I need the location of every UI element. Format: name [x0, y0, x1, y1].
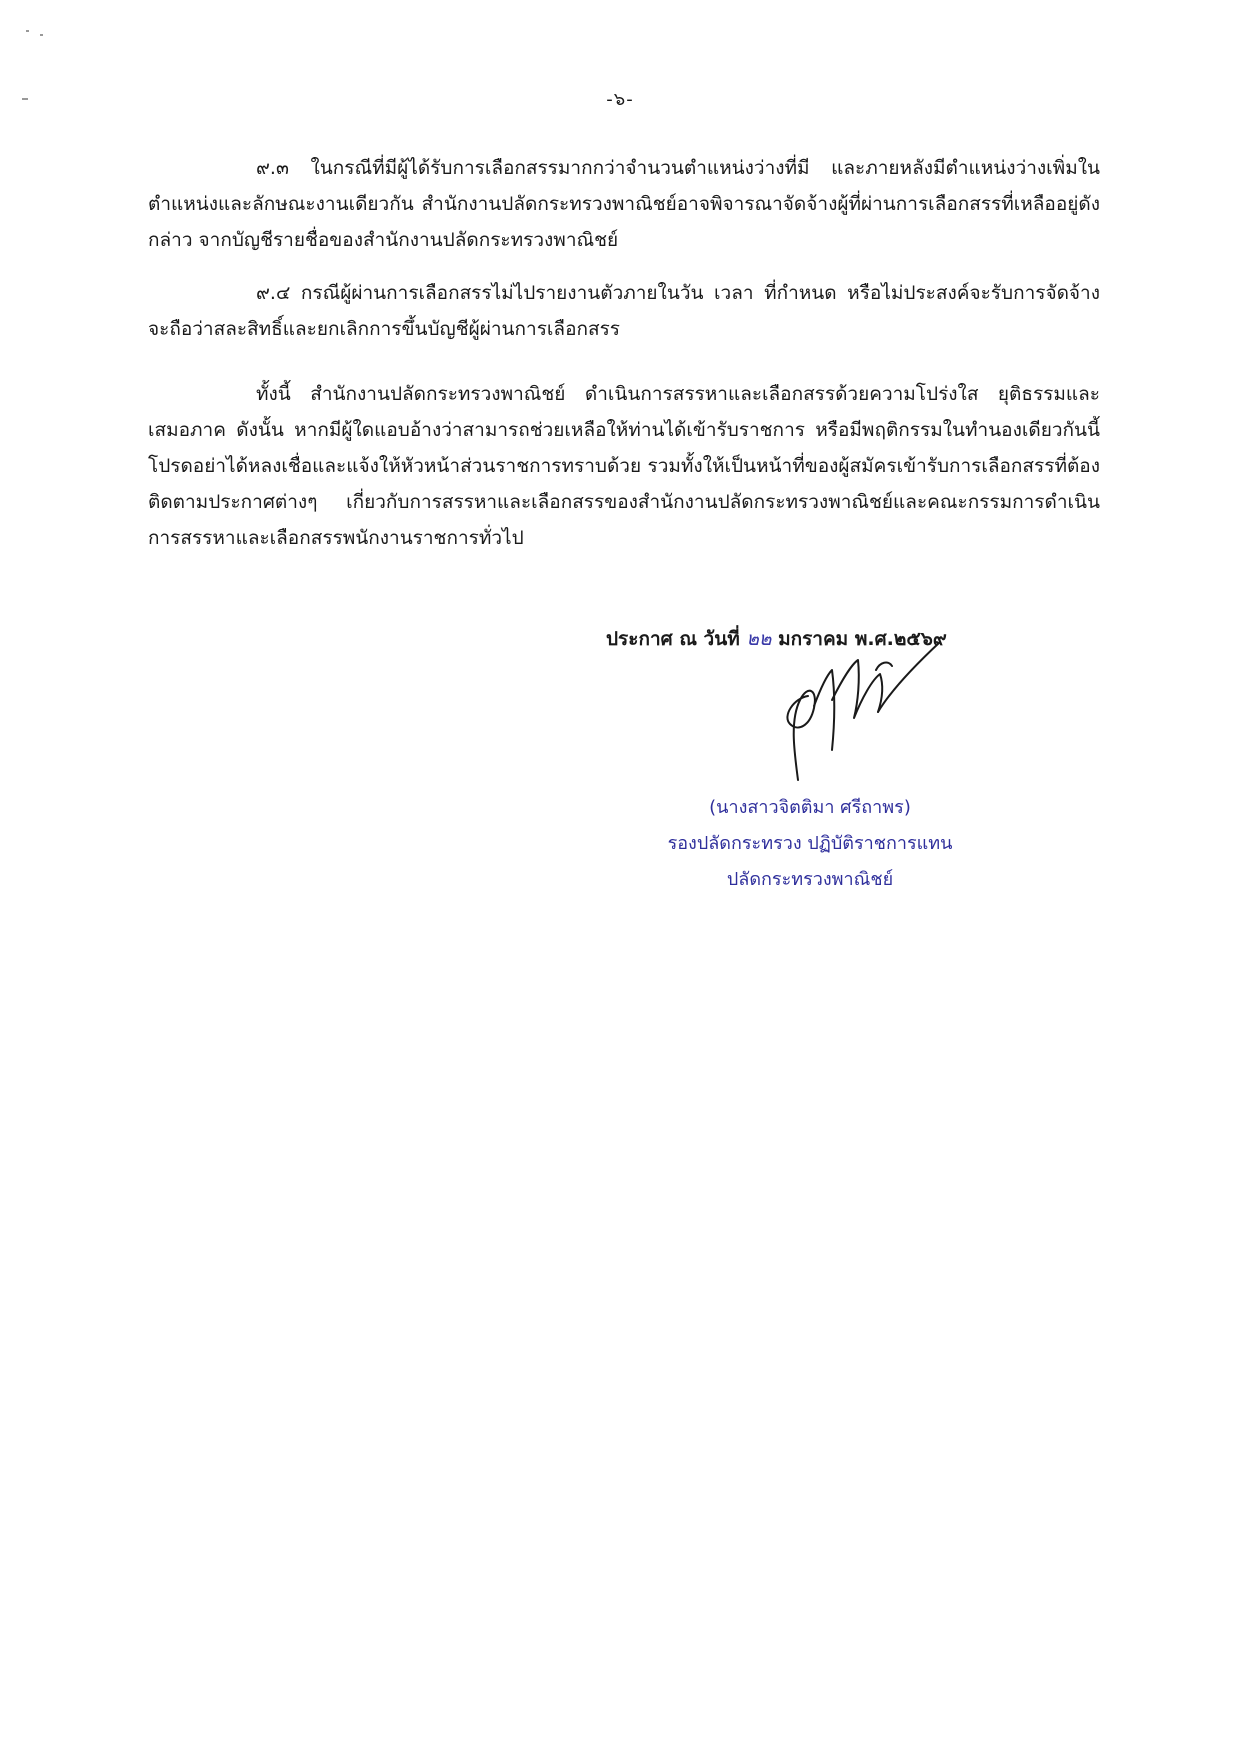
signer-on-behalf-of: ปลัดกระทรวงพาณิชย์ [726, 869, 894, 890]
closing-paragraph [148, 376, 1100, 556]
signer-name: (นางสาวจิตติมา ศรีถาพร) [709, 797, 911, 818]
paragraph-text: ทั้งนี้ สำนักงานปลัดกระทรวงพาณิชย์ ดำเนินการสรรหาและเลือกสรรด้วยความโปร่งใส ยุติธรรมและเสมอภาค ดังนั้น หากมีผู้ใดแอบอ้างว่าสามารถช่วยเหลือให้ท่านได้เข้ารับราชการ หรือมีพฤติกรรมในทำนองเดียวกันนี้ โปรดอย่าได้หลงเชื่อและแจ้งให้หัวหน้าส่วนราชการทราบด้วย รวมทั้งให้เป็นหน้าที่ของผู้สมัครเข้ารับการเลือกสรรที่ต้องติดตามประกาศต่างๆ เกี่ยวกับการสรรหาและเลือกสรรของสำนักงานปลัดกระทรวงพาณิชย์และคณะกรรมการดำเนินการสรรหาและเลือกสรรพนักงานราชการทั่วไป [148, 383, 1100, 549]
date-day: ๒๒ [746, 628, 772, 650]
page-number: -๖- [606, 89, 634, 110]
date-prefix: ประกาศ ณ วันที่ [606, 628, 740, 650]
handwritten-signature [760, 640, 950, 790]
scan-speck [40, 34, 43, 36]
paragraph-text: ๙.๔ กรณีผู้ผ่านการเลือกสรรไม่ไปรายงานตัวภายในวัน เวลา ที่กำหนด หรือไม่ประสงค์จะรับการจัดจ้าง จะถือว่าสละสิทธิ์และยกเลิกการขึ้นบัญชีผู้ผ่านการเลือกสรร [148, 282, 1100, 340]
paragraph-9-3 [148, 150, 1100, 258]
date-era: พ.ศ. [854, 628, 894, 650]
paragraph-text: ๙.๓ ในกรณีที่มีผู้ได้รับการเลือกสรรมากกว่าจำนวนตำแหน่งว่างที่มี และภายหลังมีตำแหน่งว่างเพิ่มในตำแหน่งและลักษณะงานเดียวกัน สำนักงานปลัดกระทรวงพาณิชย์อาจพิจารณาจัดจ้างผู้ที่ผ่านการเลือกสรรที่เหลืออยู่ดังกล่าว จากบัญชีรายชื่อของสำนักงานปลัดกระทรวงพาณิชย์ [148, 157, 1100, 251]
scan-speck [26, 30, 29, 32]
signer-block [600, 790, 1020, 898]
paragraph-9-4 [148, 275, 1100, 347]
signer-position: รองปลัดกระทรวง ปฏิบัติราชการแทน [667, 833, 953, 854]
date-month: มกราคม [778, 628, 849, 650]
date-year: ๒๕๖๙ [893, 628, 947, 650]
